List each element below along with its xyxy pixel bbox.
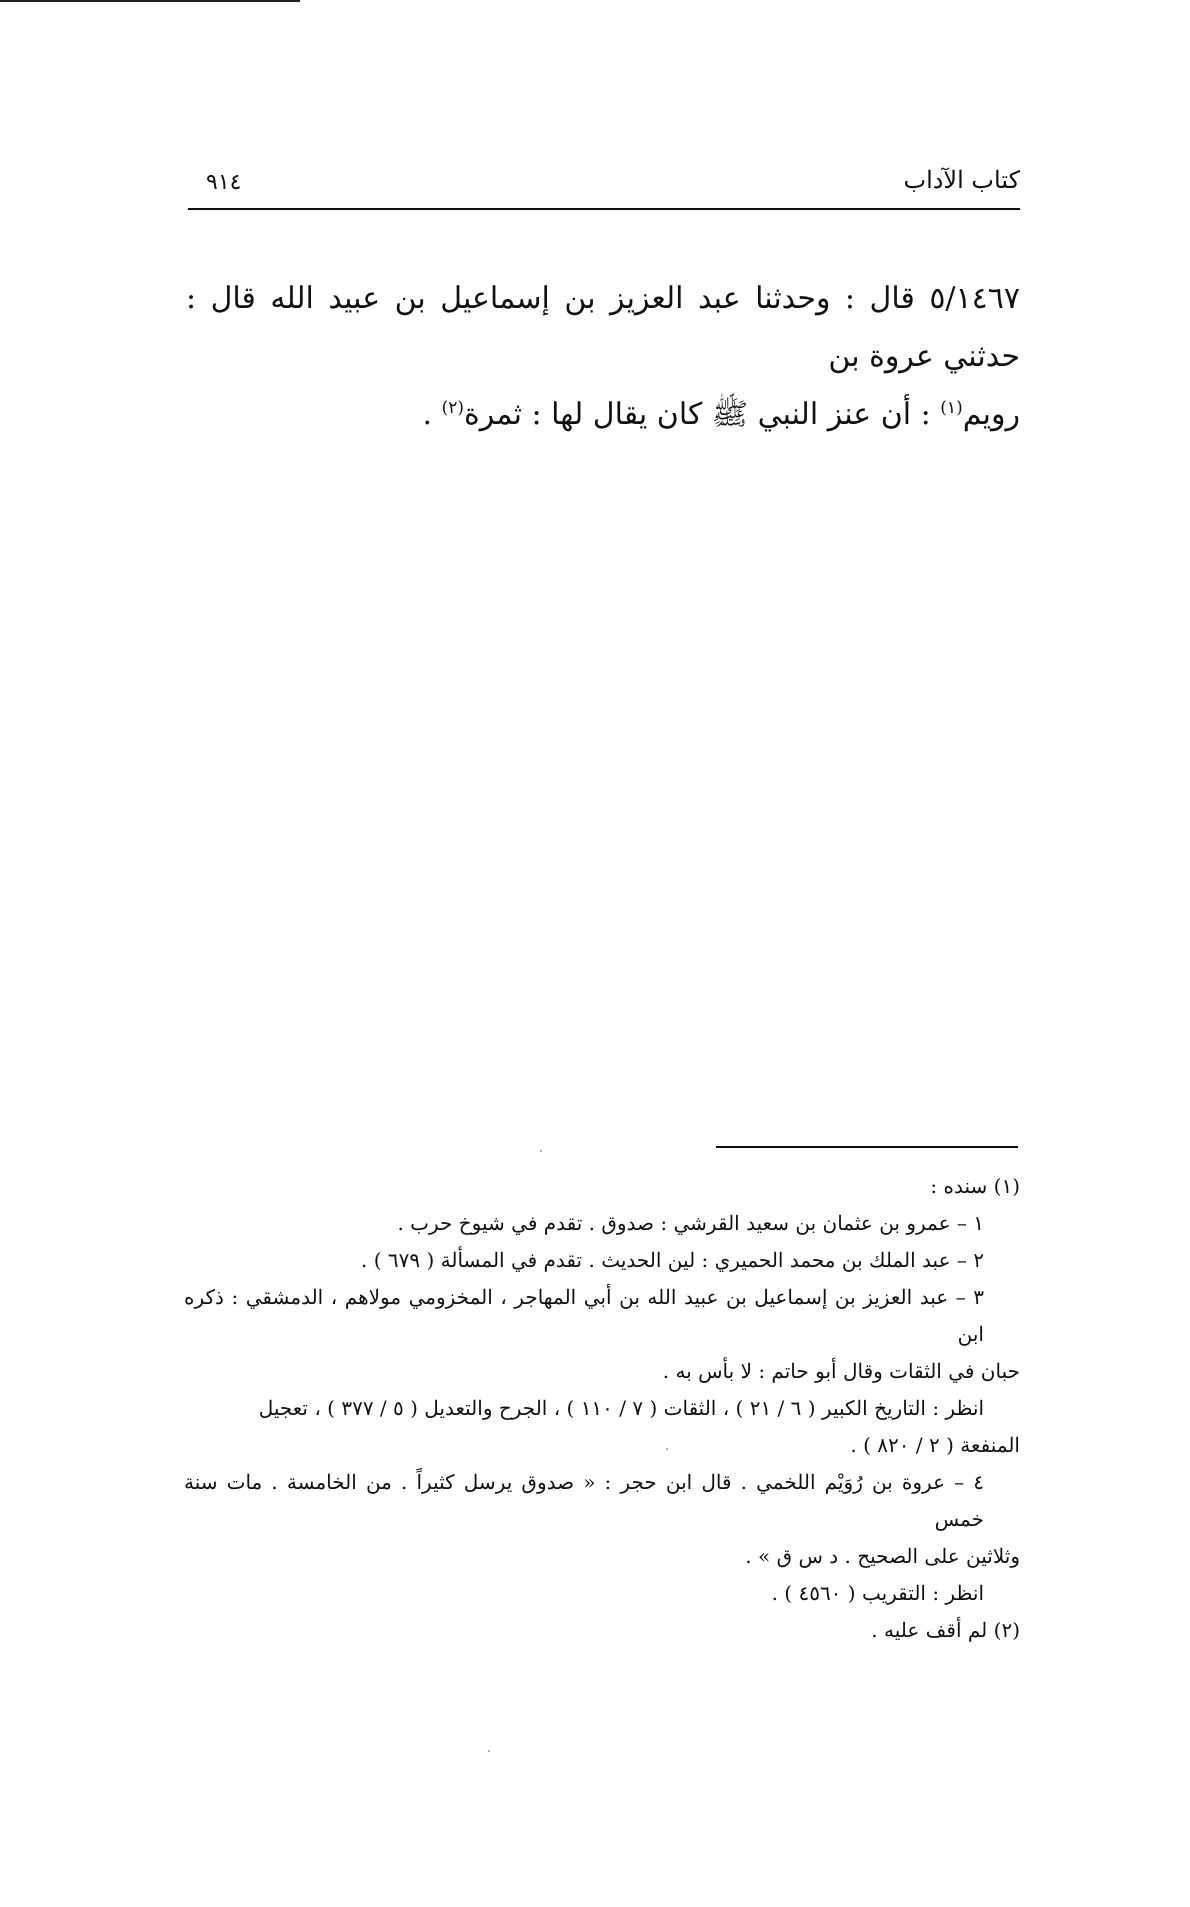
footnote-1-intro: (١) سنده : [930, 1174, 1020, 1198]
scan-edge-mark [0, 0, 300, 2]
scan-speck [540, 1150, 542, 1152]
entry-number: ٥/١٤٦٧ [929, 281, 1020, 316]
scan-speck [488, 1750, 490, 1752]
entry-line-2-middle: : أن عنز النبي ﷺ كان يقال لها : ثمرة [464, 397, 941, 432]
footnote-1-item-3-ref-line-1: انظر : التاريخ الكبير ( ٦ / ٢١ ) ، الثقات ( ٧ / ١١٠ ) ، الجرح والتعديل ( ٥ / ٣٧٧ ) ، تعجيل [258, 1396, 984, 1420]
footnote-1-item-4-line-1: ٤ – عروة بن رُوَيْم اللخمي . قال ابن حجر : « صدوق يرسل كثيراً . من الخامسة . مات سنة خمس [184, 1470, 985, 1531]
footnote-ref-1[interactable]: (١) [940, 398, 963, 418]
footnote-1-item-2: ٢ – عبد الملك بن محمد الحميري : لين الحديث . تقدم في المسألة ( ٦٧٩ ) . [361, 1248, 984, 1272]
footnotes [184, 1168, 1020, 1649]
entry-line-2-start: رويم [962, 397, 1020, 432]
footnote-1-item-3-line-2: حبان في الثقات وقال أبو حاتم : لا بأس به . [662, 1359, 1020, 1383]
scan-speck [666, 1448, 668, 1450]
footnote-1-item-4-ref: انظر : التقريب ( ٤٥٦٠ ) . [771, 1581, 984, 1605]
entry-line-2-end: . [422, 397, 442, 432]
footnote-ref-2[interactable]: (٢) [441, 398, 465, 418]
entry-paragraph [186, 270, 1020, 444]
page-number: ٩١٤ [206, 170, 242, 195]
footnote-1-item-1: ١ – عمرو بن عثمان بن سعيد القرشي : صدوق . تقدم في شيوخ حرب . [397, 1211, 984, 1235]
main-text [186, 270, 1020, 444]
entry-line-1: قال : وحدثنا عبد العزيز بن إسماعيل بن عبيد الله قال : حدثني عروة بن [186, 281, 1020, 374]
footnote-1-item-4-line-2: وثلاثين على الصحيح . د س ق » . [745, 1544, 1020, 1568]
footnote-separator [716, 1146, 1018, 1148]
page-header [188, 162, 1020, 210]
footnote-2: (٢) لم أقف عليه . [871, 1618, 1020, 1642]
footnote-1-item-3-ref-line-2: المنفعة ( ٢ / ٨٢٠ ) . [850, 1433, 1020, 1457]
running-title: كتاب الآداب [903, 166, 1020, 194]
footnote-1-item-3-line-1: ٣ – عبد العزيز بن إسماعيل بن عبيد الله بن أبي المهاجر ، المخزومي مولاهم ، الدمشقي : ذكره ابن [184, 1285, 984, 1346]
